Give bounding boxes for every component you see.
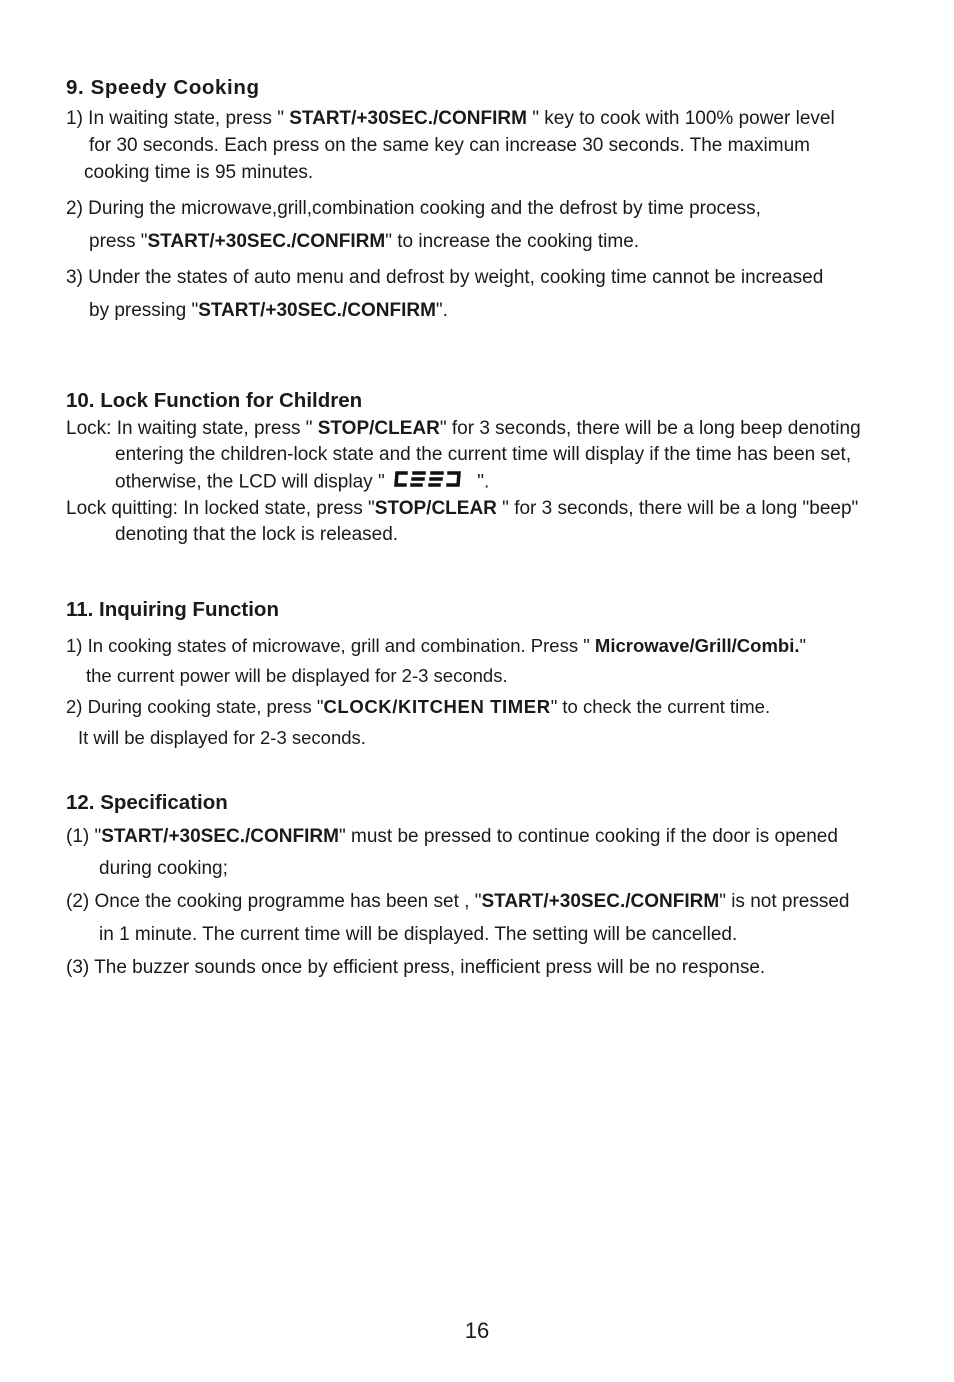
text: 1) In waiting state, press " xyxy=(66,108,290,129)
section-title-inquiring: 11. Inquiring Function xyxy=(66,598,279,621)
text: " to check the current time. xyxy=(550,696,771,717)
text: otherwise, the LCD will display " xyxy=(115,471,390,493)
key-name: START/+30SEC./CONFIRM xyxy=(289,108,527,129)
text: by pressing " xyxy=(89,300,199,321)
text: press " xyxy=(89,231,148,252)
s10-lock-line3 xyxy=(115,470,489,495)
text: (2) Once the cooking programme has been set , " xyxy=(66,891,482,912)
text: " key to cook with 100% power level xyxy=(526,108,835,129)
s9-item1-line2: for 30 seconds. Each press on the same key can increase 30 seconds. The maximum xyxy=(89,135,810,156)
s9-item2-line1: 2) During the microwave,grill,combination cooking and the defrost by time process, xyxy=(66,198,761,219)
key-name: Microwave/Grill/Combi. xyxy=(594,635,800,656)
text: " must be pressed to continue cooking if the door is opened xyxy=(338,826,838,847)
text: 1) In cooking states of microwave, grill and combination. Press " xyxy=(66,635,595,656)
text: ". xyxy=(471,471,490,493)
text: 2) During cooking state, press " xyxy=(66,696,324,717)
s10-quit-line1 xyxy=(66,497,858,521)
s11-item2-line1 xyxy=(66,695,770,719)
text: (1) " xyxy=(66,826,102,847)
s11-item2-line2: It will be displayed for 2-3 seconds. xyxy=(78,727,366,748)
key-name: STOP/CLEAR xyxy=(317,418,440,439)
s12-item1-line2: during cooking; xyxy=(99,858,228,879)
text: " for 3 seconds, there will be a long "beep" xyxy=(496,498,859,519)
s9-item3-line2 xyxy=(89,299,448,323)
s12-item2-line2: in 1 minute. The current time will be displayed. The setting will be cancelled. xyxy=(99,924,738,945)
page-number: 16 xyxy=(464,1318,490,1343)
text: " is not pressed xyxy=(719,891,850,912)
section-title-child-lock: 10. Lock Function for Children xyxy=(66,389,363,412)
s9-item2-line2 xyxy=(89,230,639,254)
s10-lock-line2: entering the children-lock state and the current time will display if the time has been set, xyxy=(115,444,852,465)
section-title-speedy-cooking: 9. Speedy Cooking xyxy=(66,76,260,99)
s10-quit-line2: denoting that the lock is released. xyxy=(115,524,399,545)
s9-item1-line3: cooking time is 95 minutes. xyxy=(84,162,314,183)
s11-item1-line2: the current power will be displayed for 2-3 seconds. xyxy=(86,665,508,686)
s12-item2-line1 xyxy=(66,890,850,914)
text: " for 3 seconds, there will be a long beep denoting xyxy=(439,418,861,439)
key-name: START/+30SEC./CONFIRM xyxy=(101,826,339,847)
section-title-specification: 12. Specification xyxy=(66,791,228,814)
text: Lock quitting: In locked state, press " xyxy=(66,498,375,519)
s9-item1-line1 xyxy=(66,107,835,131)
key-name: STOP/CLEAR xyxy=(374,498,497,519)
text: " to increase the cooking time. xyxy=(385,231,640,252)
key-name: START/+30SEC./CONFIRM xyxy=(147,231,386,252)
s9-item3-line1: 3) Under the states of auto menu and defrost by weight, cooking time cannot be increased xyxy=(66,267,824,288)
s12-item3-line1: (3) The buzzer sounds once by efficient press, inefficient press will be no response. xyxy=(66,957,766,978)
key-name: START/+30SEC./CONFIRM xyxy=(481,891,720,912)
text: ". xyxy=(435,300,448,321)
s10-lock-line1 xyxy=(66,417,861,441)
key-name: START/+30SEC./CONFIRM xyxy=(198,300,436,321)
key-name: CLOCK/KITCHEN TIMER xyxy=(323,696,551,717)
s11-item1-line1 xyxy=(66,634,806,658)
lcd-lock-symbol-icon xyxy=(392,470,470,495)
text: Lock: In waiting state, press " xyxy=(66,418,318,439)
text: " xyxy=(799,635,807,656)
s12-item1-line1 xyxy=(66,825,838,849)
